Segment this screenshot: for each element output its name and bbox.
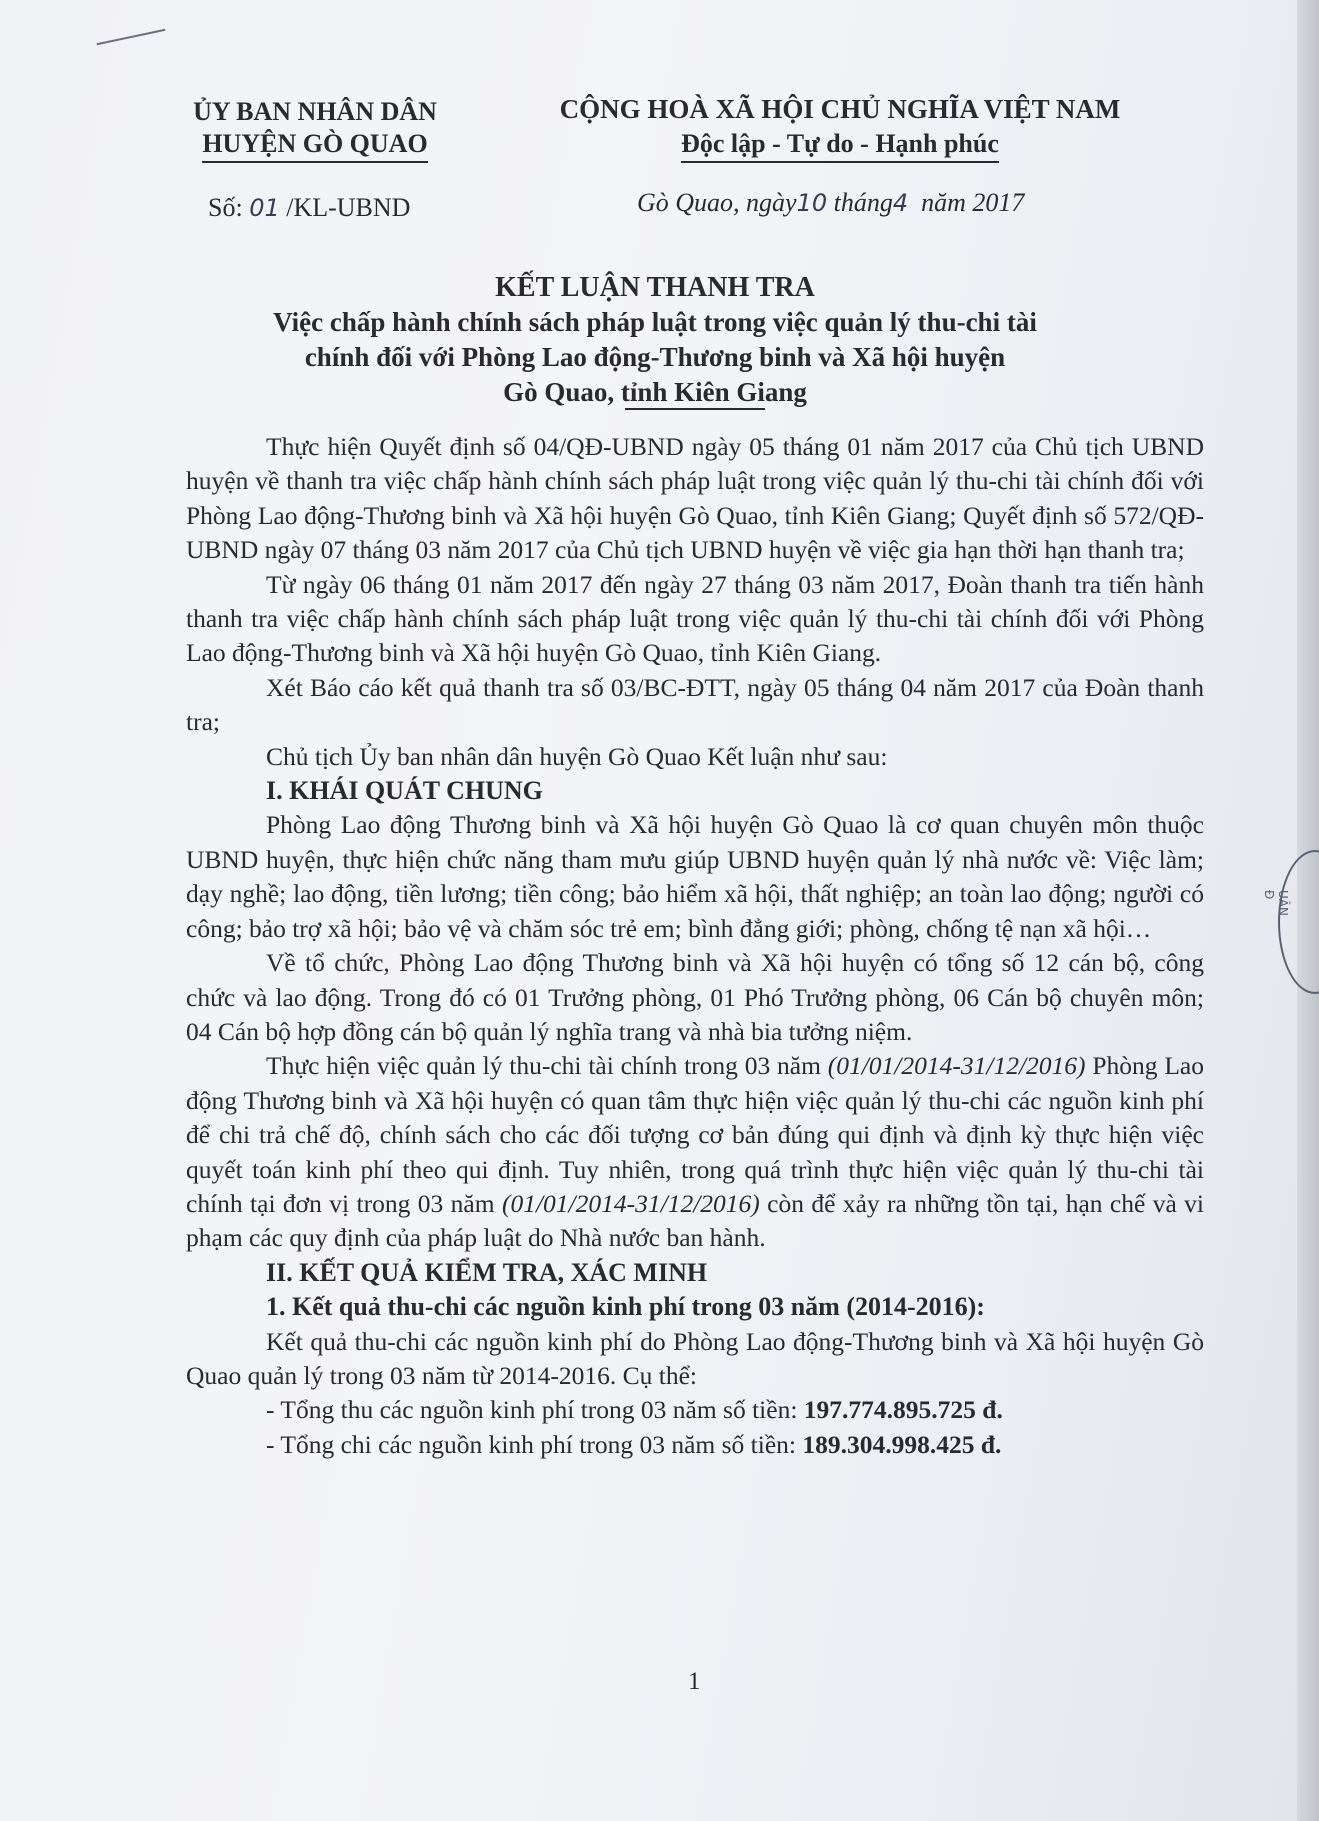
revenue-label: - Tổng thu các nguồn kinh phí trong 03 năm số tiền: [266,1395,804,1425]
section-heading-overview: I. KHÁI QUÁT CHUNG [266,776,543,806]
document-date [637,188,1024,218]
revenue-amount: 197.774.895.725 đ. [803,1395,1003,1425]
date-suffix: năm 2017 [921,188,1025,217]
agency-line-2: HUYỆN GÒ QUAO [202,128,427,163]
stamp-text: UÂN Đ [1262,890,1290,916]
partial-stamp [1278,850,1319,994]
finance-period-1: (01/01/2014-31/12/2016) [827,1051,1086,1081]
date-month-handwritten: 4 [892,189,909,217]
date-mid: tháng [833,188,893,217]
paragraph-decision: Thực hiện Quyết định số 04/QĐ-UBND ngày 05 tháng 01 năm 2017 của Chủ tịch UBND huyện về thanh tra việc chấp hành chính sách pháp luật trong việc quản lý thu-chi tài chính đối với Phòng Lao động-Thương binh và Xã hội huyện Gò Quao, tỉnh Kiên Giang; Quyết định số 572/QĐ-UBND ngày 07 tháng 03 năm 2017 của Chủ tịch UBND huyện về việc gia hạn thời hạn thanh tra; [186,432,1204,565]
date-day-handwritten: 10 [796,189,828,217]
subsection-heading-revenue: 1. Kết quả thu-chi các nguồn kinh phí trong 03 năm (2014-2016): [266,1292,985,1322]
expense-label: - Tổng chi các nguồn kinh phí trong 03 năm số tiền: [266,1429,803,1459]
list-item-total-expense [186,1428,1204,1462]
paragraph-conclusion-intro: Chủ tịch Ủy ban nhân dân huyện Gò Quao Kết luận như sau: [266,741,888,771]
finance-period-2: (01/01/2014-31/12/2016) [501,1188,760,1218]
paragraph-period: Từ ngày 06 tháng 01 năm 2017 đến ngày 27 tháng 03 năm 2017, Đoàn thanh tra tiến hành thanh tra việc chấp hành chính sách pháp luật trong việc quản lý thu-chi tài chính đối với Phòng Lao động-Thương binh và Xã hội huyện Gò Quao, tỉnh Kiên Giang. [186,569,1204,668]
page-number: 1 [688,1668,701,1695]
paragraph-finance [186,1049,1204,1255]
paragraph-results-intro: Kết quả thu-chi các nguồn kinh phí do Phòng Lao động-Thương binh và Xã hội huyện Gò Quao quản lý trong 03 năm từ 2014-2016. Cụ thể: [186,1326,1204,1390]
list-item-total-revenue [186,1393,1204,1427]
paragraph-organization: Về tổ chức, Phòng Lao động Thương binh và Xã hội huyện có tổng số 12 cán bộ, công chức và lao động. Trong đó có 01 Trưởng phòng, 01 Phó Trưởng phòng, 06 Cán bộ chuyên môn; 04 Cán bộ hợp đồng cán bộ quản lý nghĩa trang và nhà bia tưởng niệm. [186,948,1204,1046]
title-underline [625,408,765,410]
issuing-agency [150,96,480,163]
document-number [208,193,410,223]
paragraph-report: Xét Báo cáo kết quả thanh tra số 03/BC-ĐTT, ngày 05 tháng 04 năm 2017 của Đoàn thanh tra; [186,672,1204,737]
paragraph-function: Phòng Lao động Thương binh và Xã hội huyện Gò Quao là cơ quan chuyên môn thuộc UBND huyện, thực hiện chức năng tham mưu giúp UBND huyện quản lý nhà nước về: Việc làm; dạy nghề; lao động, tiền lương; tiền công; bảo hiểm xã hội, thất nghiệp; an toàn lao động; người có công; bảo trợ xã hội; bảo vệ và chăm sóc trẻ em; bình đẳng giới; phòng, chống tệ nạn xã hội… [186,810,1204,943]
document-title [200,270,1110,410]
number-value-handwritten: 01 [249,194,280,222]
number-prefix: Số: [208,193,243,222]
title-subject-line-1: Việc chấp hành chính sách pháp luật trong việc quản lý thu-chi tài [273,307,1037,337]
finance-text-3: còn để xảy ra những tồn tại, hạn chế và vi phạm các quy định của pháp luật do Nhà nước ban hành. [186,1188,1204,1253]
agency-line-1: ỦY BAN NHÂN DÂN [193,97,437,126]
title-subject-line-3: Gò Quao, tỉnh Kiên Giang [503,377,807,407]
document-body [186,430,1204,1462]
title-subject-line-2: chính đối với Phòng Lao động-Thương binh và Xã hội huyện [304,342,1006,372]
expense-amount: 189.304.998.425 đ. [802,1429,1002,1459]
date-prefix: Gò Quao, ngày [637,188,797,217]
finance-text-2: Phòng Lao động Thương binh và Xã hội huyện có quan tâm thực hiện việc quản lý thu-chi các nguồn kinh phí để chi trả chế độ, chính sách cho các đối tượng cơ bản đúng qui định và định kỳ thực hiện việc quyết toán kinh phí theo qui định. Tuy nhiên, trong quá trình thực hiện việc quản lý thu-chi tài chính tại đơn vị trong 03 năm [186,1051,1205,1218]
title-main: KẾT LUẬN THANH TRA [495,272,815,303]
pen-mark [97,29,166,46]
finance-text-1: Thực hiện việc quản lý thu-chi tài chính trong 03 năm [266,1051,828,1081]
national-motto: Độc lập - Tự do - Hạnh phúc [681,127,999,163]
national-header [530,92,1150,163]
country-name: CỘNG HOÀ XÃ HỘI CHỦ NGHĨA VIỆT NAM [559,94,1121,124]
section-heading-results: II. KẾT QUẢ KIỂM TRA, XÁC MINH [266,1257,708,1287]
number-suffix: /KL-UBND [286,193,411,222]
